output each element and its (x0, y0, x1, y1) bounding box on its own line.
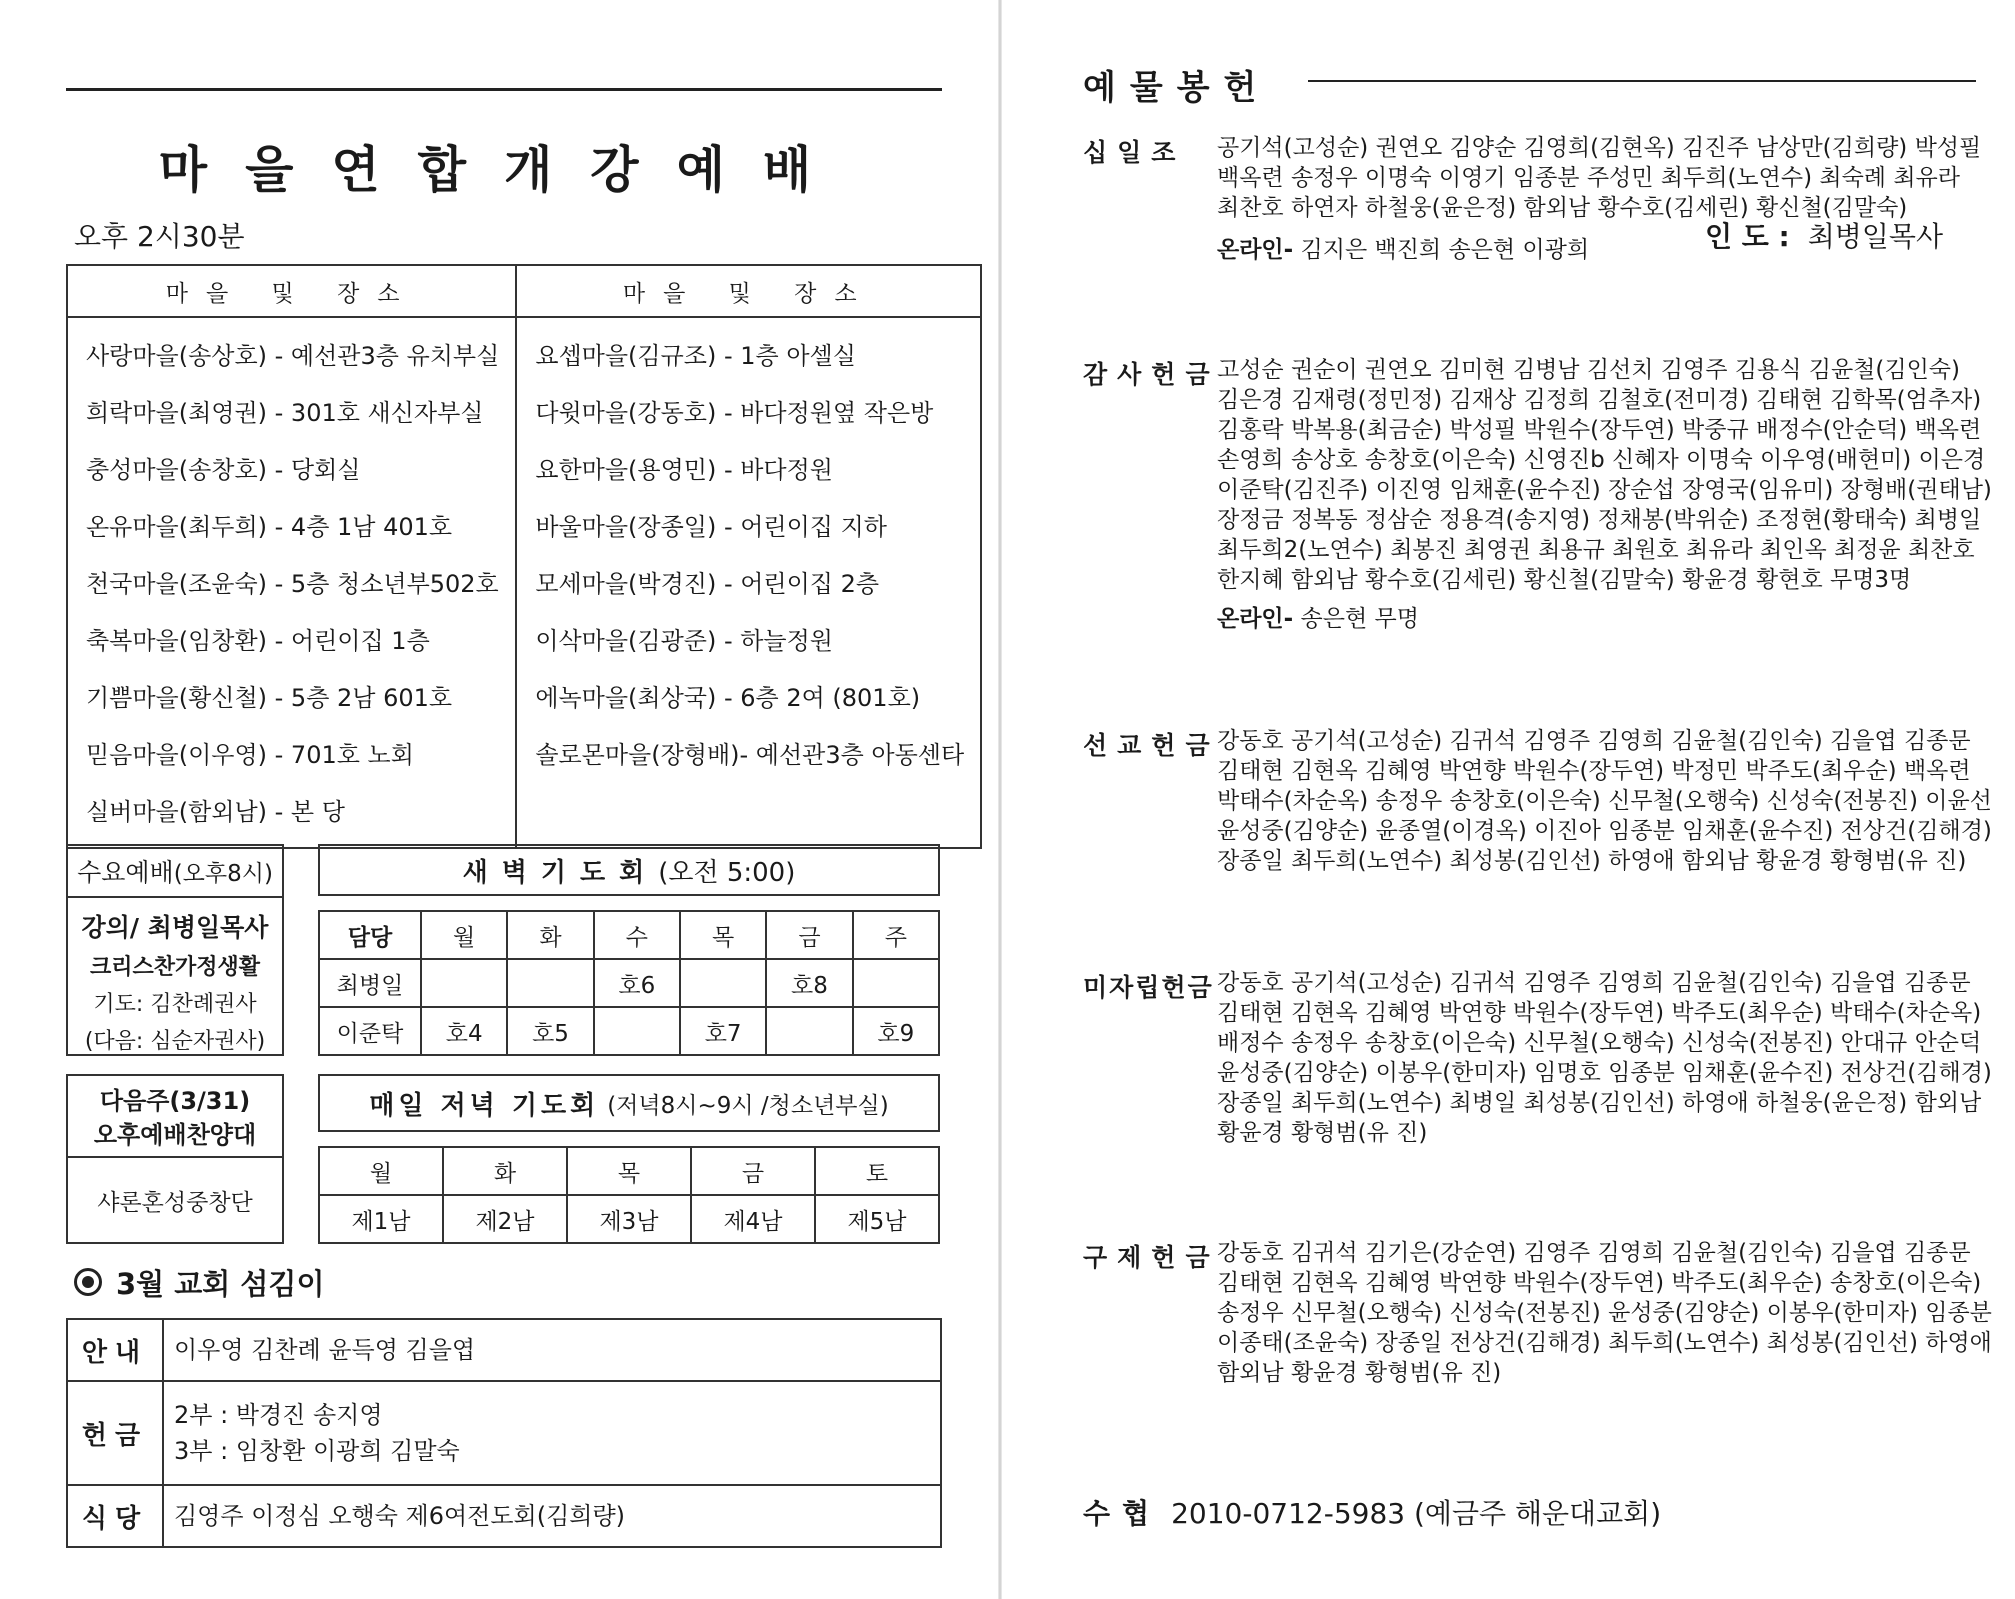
name-line: 박태수(차순옥) 송정우 송창호(이은숙) 신무철(오행숙) 신성숙(전봉진) 이윤선 (1217, 788, 1992, 814)
village-column-left (67, 317, 516, 848)
thanks-section (1083, 355, 1992, 635)
name-line: 강동호 공기석(고성순) 김귀석 김영주 김영희 김윤철(김인숙) 김을엽 김종문 (1217, 728, 1971, 754)
name-line: 김은경 김재령(정민정) 김재상 김정희 김철호(전미경) 김태현 김학목(엄추자) (1217, 387, 1982, 413)
online-label: 온라인- (1217, 606, 1294, 632)
bank-account (1083, 1492, 1661, 1532)
dawn-header: 담당 (319, 911, 421, 959)
village-item: 기쁨마을(황신철) - 5층 2남 601호 (86, 684, 453, 712)
dawn-header: 금 (766, 911, 852, 959)
village-item: 요셉마을(김규조) - 1층 아셀실 (535, 342, 856, 370)
evening-prayer-table (318, 1146, 940, 1244)
name-line: 배정수 송정우 송창호(이은숙) 신무철(오행숙) 신성숙(전봉진) 안대규 안순덕 (1217, 1030, 1982, 1056)
name-line: 김홍락 박복용(최금순) 박성필 박원수(장두연) 박중규 배정수(안순덕) 백옥련 (1217, 417, 1982, 443)
evening-day: 금 (691, 1147, 815, 1195)
name-line: 최찬호 하연자 하철웅(윤은정) 함외남 황수호(김세린) 황신철(김말숙) (1217, 195, 1908, 221)
wednesday-next: (다음: 심순자권사) (84, 1029, 266, 1054)
dawn-cell (853, 959, 939, 1007)
evening-prayer-title-box (318, 1074, 940, 1132)
evening-group: 제4남 (691, 1195, 815, 1243)
online-label: 온라인- (1217, 237, 1294, 263)
online-names: 송은현 무명 (1300, 606, 1419, 632)
village-header-left: 마을 및 장소 (67, 265, 516, 317)
next-week-date: 다음주(3/31) (99, 1087, 251, 1115)
tithe-names (1217, 133, 2015, 223)
dining-names: 김영주 이정심 오행숙 제6여전도회(김희량) (163, 1485, 941, 1547)
dawn-cell: 호4 (421, 1007, 507, 1055)
thanks-label: 감사헌금 (1083, 360, 1220, 389)
thanks-names (1217, 355, 2015, 595)
dawn-header: 주 (853, 911, 939, 959)
dawn-cell: 호6 (594, 959, 680, 1007)
bank-number: 2010-0712-5983 (예금주 해운대교회) (1171, 1497, 1662, 1530)
name-line: 함외남 황윤경 황형범(유 진) (1217, 1360, 1502, 1386)
dawn-prayer-title-box (318, 844, 940, 896)
name-line: 황윤경 황형범(유 진) (1217, 1120, 1428, 1146)
village-column-right (516, 317, 981, 848)
dawn-cell: 호7 (680, 1007, 766, 1055)
dawn-cell (507, 959, 593, 1007)
village-item: 충성마을(송창호) - 당회실 (86, 456, 361, 484)
village-item: 솔로몬마을(장형배)- 예선관3층 아동센타 (535, 741, 965, 769)
name-line: 한지혜 함외남 황수호(김세린) 황신철(김말숙) 황윤경 황현호 무명3명 (1217, 567, 1912, 593)
evening-group: 제1남 (319, 1195, 443, 1243)
tithe-section (1083, 133, 1983, 263)
wednesday-title: 수요예배 (77, 858, 174, 887)
tithe-online (1217, 231, 1589, 264)
village-item: 실버마을(함외남) - 본 당 (86, 798, 345, 826)
evening-day: 화 (443, 1147, 567, 1195)
name-line: 장종일 최두희(노연수) 최성봉(김인선) 하영애 함외남 황윤경 황형범(유 진) (1217, 848, 1967, 874)
name-line: 김태현 김현옥 김혜영 박연향 박원수(장두연) 박주도(최우순) 박태수(차순옥) (1217, 1000, 1982, 1026)
evening-group: 제3남 (567, 1195, 691, 1243)
wednesday-prayer: 기도: 김찬례권사 (93, 992, 257, 1017)
offering-names (163, 1381, 941, 1485)
dawn-cell: 호8 (766, 959, 852, 1007)
wednesday-header (68, 846, 282, 898)
village-header-right: 마을 및 장소 (516, 265, 981, 317)
leader-name: 최병일목사 (1807, 220, 1943, 253)
next-week-header (68, 1076, 282, 1158)
dawn-header: 수 (594, 911, 680, 959)
service-title: 마을연합개강예배 (158, 141, 850, 199)
name-line: 최두희2(노연수) 최봉진 최영권 최용규 최원호 최유라 최인옥 최정윤 최찬호 (1217, 537, 1975, 563)
page-fold (998, 0, 1002, 1599)
top-rule (66, 88, 942, 91)
dawn-cell: 최병일 (319, 959, 421, 1007)
evening-group: 제2남 (443, 1195, 567, 1243)
offering-2nd: 2부 : 박경진 송지영 (174, 1401, 383, 1429)
mission-section (1083, 726, 1992, 886)
thanks-online (1217, 600, 1419, 633)
dawn-time: (오전 5:00) (658, 857, 796, 888)
offering-3rd: 3부 : 임창환 이광희 김말숙 (174, 1437, 460, 1465)
village-item: 에녹마을(최상국) - 6층 2여 (801호) (535, 684, 921, 712)
leader-label: 인 도 : (1704, 220, 1790, 253)
dawn-cell (766, 1007, 852, 1055)
bullet-circle-icon (74, 1268, 102, 1296)
dining-label: 식당 (67, 1485, 163, 1547)
name-line: 손영희 송상호 송창호(이은숙) 신영진b 신혜자 이명숙 이우영(배현미) 이은경 (1217, 447, 1986, 473)
name-line: 윤성중(김양순) 윤종열(이경옥) 이진아 임종분 임채훈(윤수진) 전상건(김해경) (1217, 818, 1992, 844)
village-item: 모세마을(박경진) - 어린이집 2층 (535, 570, 880, 598)
name-line: 김태현 김현옥 김혜영 박연향 박원수(장두연) 박주도(최우순) 송창호(이은숙) (1217, 1270, 1982, 1296)
dawn-cell (680, 959, 766, 1007)
wednesday-time: (오후8시) (173, 860, 273, 887)
name-line: 윤성중(김양순) 이봉우(한미자) 임명호 임종분 임채훈(윤수진) 전상건(김해경) (1217, 1060, 1992, 1086)
service-time: 오후 2시30분 (74, 220, 245, 253)
relief-label: 구제헌금 (1083, 1243, 1220, 1272)
mission-names (1217, 726, 2015, 876)
evening-title: 매일 저녁 기도회 (369, 1090, 600, 1121)
dawn-header: 목 (680, 911, 766, 959)
servants-heading (74, 1262, 324, 1303)
name-line: 고성순 권순이 권연오 김미현 김병남 김선치 김영주 김용식 김윤철(김인숙) (1217, 357, 1960, 383)
mijarip-section (1083, 968, 1992, 1158)
village-item: 이삭마을(김광준) - 하늘정원 (535, 627, 833, 655)
evening-time: (저녁8시~9시 /청소년부실) (607, 1092, 889, 1119)
evening-day: 목 (567, 1147, 691, 1195)
evening-day: 월 (319, 1147, 443, 1195)
dawn-cell: 호9 (853, 1007, 939, 1055)
offering-title-rule (1308, 80, 1976, 82)
dawn-header: 월 (421, 911, 507, 959)
dawn-header: 화 (507, 911, 593, 959)
village-item: 사랑마을(송상호) - 예선관3층 유치부실 (86, 342, 500, 370)
name-line: 강동호 공기석(고성순) 김귀석 김영주 김영희 김윤철(김인숙) 김을엽 김종문 (1217, 970, 1971, 996)
dawn-prayer-table (318, 910, 940, 1056)
village-item: 바울마을(장종일) - 어린이집 지하 (535, 513, 887, 541)
evening-day: 토 (815, 1147, 939, 1195)
dawn-cell: 이준탁 (319, 1007, 421, 1055)
guide-label: 안내 (67, 1319, 163, 1381)
mission-label: 선교헌금 (1083, 731, 1220, 760)
village-item: 다윗마을(강동호) - 바다정원옆 작은방 (535, 399, 934, 427)
next-week-choir-box (66, 1074, 284, 1244)
offering-title: 예물봉헌 (1083, 68, 1271, 108)
dawn-cell: 호5 (507, 1007, 593, 1055)
village-item: 축복마을(임창환) - 어린이집 1층 (86, 627, 430, 655)
servants-title: 3월 교회 섬김이 (116, 1267, 325, 1301)
dawn-cell (594, 1007, 680, 1055)
village-item: 온유마을(최두희) - 4층 1남 401호 (86, 513, 453, 541)
name-line: 이준탁(김진주) 이진영 임채훈(윤수진) 장순섭 장영국(임유미) 장형배(권태남) (1217, 477, 1992, 503)
offering-label: 헌금 (67, 1381, 163, 1485)
bank-label: 수협 (1083, 1497, 1162, 1530)
dawn-title: 새벽기도회 (462, 857, 659, 888)
wednesday-service-box (66, 844, 284, 1056)
dawn-cell (421, 959, 507, 1007)
relief-section (1083, 1238, 1992, 1398)
mijarip-names (1217, 968, 2015, 1148)
name-line: 송정우 신무철(오행숙) 신성숙(전봉진) 윤성중(김양순) 이봉우(한미자) 임종분 (1217, 1300, 1992, 1326)
name-line: 공기석(고성순) 권연오 김양순 김영희(김현옥) 김진주 남상만(김희량) 박성필 (1217, 135, 1982, 161)
choir-name: 샤론혼성중창단 (97, 1190, 253, 1216)
name-line: 김태현 김현옥 김혜영 박연향 박원수(장두연) 박정민 박주도(최우순) 백옥련 (1217, 758, 1971, 784)
name-line: 강동호 김귀석 김기은(강순연) 김영주 김영희 김윤철(김인숙) 김을엽 김종문 (1217, 1240, 1971, 1266)
village-item: 요한마을(용영민) - 바다정원 (535, 456, 833, 484)
guide-names: 이우영 김찬례 윤득영 김을엽 (163, 1319, 941, 1381)
tithe-label: 십일조 (1083, 138, 1186, 167)
mijarip-label: 미자립헌금 (1083, 973, 1214, 1002)
name-line: 장정금 정복동 정삼순 정용격(송지영) 정채봉(박위순) 조정현(황태숙) 최병일 (1217, 507, 1982, 533)
name-line: 장종일 최두희(노연수) 최병일 최성봉(김인선) 하영애 하철웅(윤은정) 함외남 (1217, 1090, 1982, 1116)
village-item: 천국마을(조윤숙) - 5층 청소년부502호 (86, 570, 499, 598)
online-names: 김지은 백진희 송은현 이광희 (1300, 237, 1590, 263)
evening-group: 제5남 (815, 1195, 939, 1243)
village-item: 희락마을(최영권) - 301호 새신자부실 (86, 399, 484, 427)
village-location-table (66, 264, 982, 849)
village-item: 믿음마을(이우영) - 701호 노회 (86, 741, 414, 769)
name-line: 이종태(조윤숙) 장종일 전상건(김해경) 최두희(노연수) 최성봉(김인선) 하영애 (1217, 1330, 1992, 1356)
wednesday-topic: 크리스찬가정생활 (89, 955, 261, 980)
relief-names (1217, 1238, 2015, 1388)
name-line: 백옥련 송정우 이명숙 이영기 임종분 주성민 최두희(노연수) 최숙례 최유라 (1217, 165, 1960, 191)
next-week-service: 오후예배찬양대 (93, 1121, 257, 1149)
servants-table (66, 1318, 942, 1548)
wednesday-lecture: 강의/ 최병일목사 (81, 913, 269, 942)
